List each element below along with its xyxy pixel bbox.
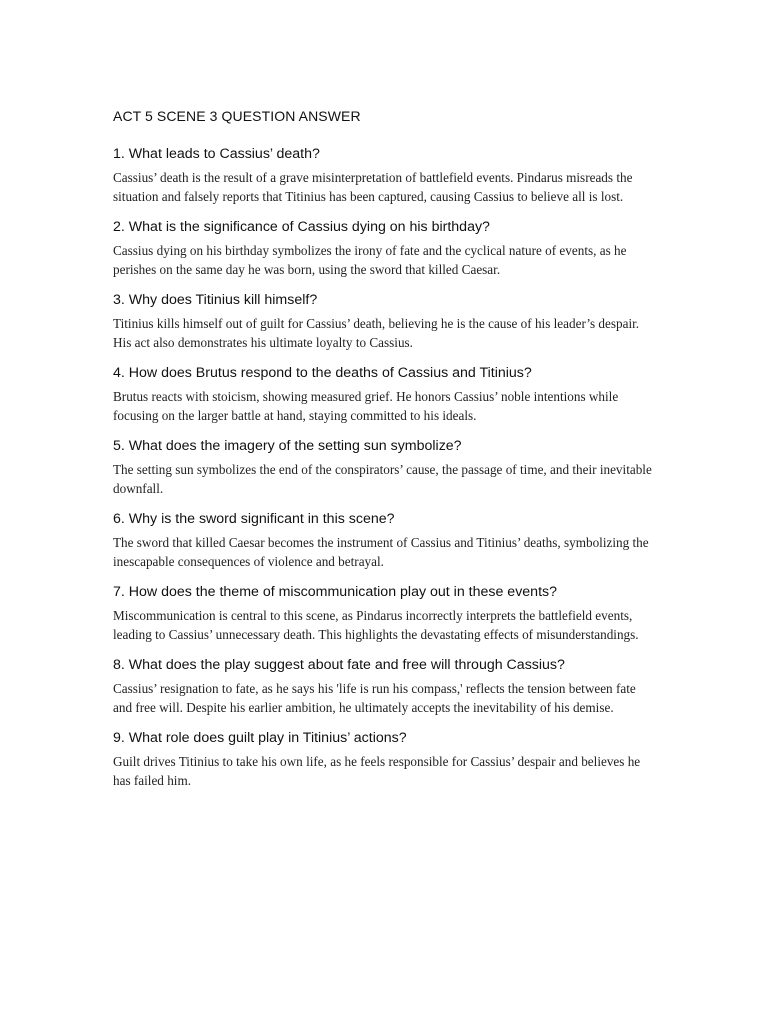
answer-paragraph: Cassius’ resignation to fate, as he says his 'life is run his compass,' reflects the tension between fate and free will. Despite his earlier ambition, he ultimately accepts the inevitability of his demise.: [113, 681, 636, 715]
answer-paragraph: Cassius’ death is the result of a grave misinterpretation of battlefield events. Pindarus misreads the situation and falsely reports that Titinius has been captured, causing Cassius to believe all is lost.: [113, 170, 633, 204]
qa-item-5: [113, 436, 658, 498]
document-title: ACT 5 SCENE 3 QUESTION ANSWER: [113, 108, 361, 124]
document-page: [113, 100, 658, 801]
answer-paragraph: Brutus reacts with stoicism, showing measured grief. He honors Cassius’ noble intentions while focusing on the larger battle at hand, staying committed to his ideals.: [113, 389, 619, 423]
qa-item-4: [113, 363, 658, 425]
qa-item-3: [113, 290, 658, 352]
qa-item-9: [113, 728, 658, 790]
answer-paragraph: The sword that killed Caesar becomes the instrument of Cassius and Titinius’ deaths, symbolizing the inescapable consequences of violence and betrayal.: [113, 535, 649, 569]
question-heading: 3. Why does Titinius kill himself?: [113, 292, 318, 308]
qa-item-8: [113, 655, 658, 717]
answer-paragraph: Miscommunication is central to this scene, as Pindarus incorrectly interprets the battlefield events, leading to Cassius’ unnecessary death. This highlights the devastating effects of misunderstandings.: [113, 608, 639, 642]
question-heading: 4. How does Brutus respond to the deaths of Cassius and Titinius?: [113, 365, 532, 381]
question-heading: 2. What is the significance of Cassius dying on his birthday?: [113, 219, 490, 235]
answer-paragraph: Guilt drives Titinius to take his own life, as he feels responsible for Cassius’ despair and believes he has failed him.: [113, 754, 641, 788]
question-heading: 1. What leads to Cassius’ death?: [113, 146, 320, 162]
answer-paragraph: The setting sun symbolizes the end of the conspirators’ cause, the passage of time, and their inevitable downfall.: [113, 462, 652, 496]
qa-item-7: [113, 582, 658, 644]
question-heading: 9. What role does guilt play in Titinius’ actions?: [113, 730, 407, 746]
answer-paragraph: Titinius kills himself out of guilt for Cassius’ death, believing he is the cause of his leader’s despair. His act also demonstrates his ultimate loyalty to Cassius.: [113, 316, 640, 350]
qa-item-6: [113, 509, 658, 571]
question-heading: 7. How does the theme of miscommunication play out in these events?: [113, 584, 557, 600]
question-heading: 8. What does the play suggest about fate and free will through Cassius?: [113, 657, 565, 673]
qa-item-1: [113, 144, 658, 206]
answer-paragraph: Cassius dying on his birthday symbolizes the irony of fate and the cyclical nature of events, as he perishes on the same day he was born, using the sword that killed Caesar.: [113, 243, 627, 277]
question-heading: 5. What does the imagery of the setting sun symbolize?: [113, 438, 462, 454]
question-heading: 6. Why is the sword significant in this scene?: [113, 511, 395, 527]
qa-item-2: [113, 217, 658, 279]
